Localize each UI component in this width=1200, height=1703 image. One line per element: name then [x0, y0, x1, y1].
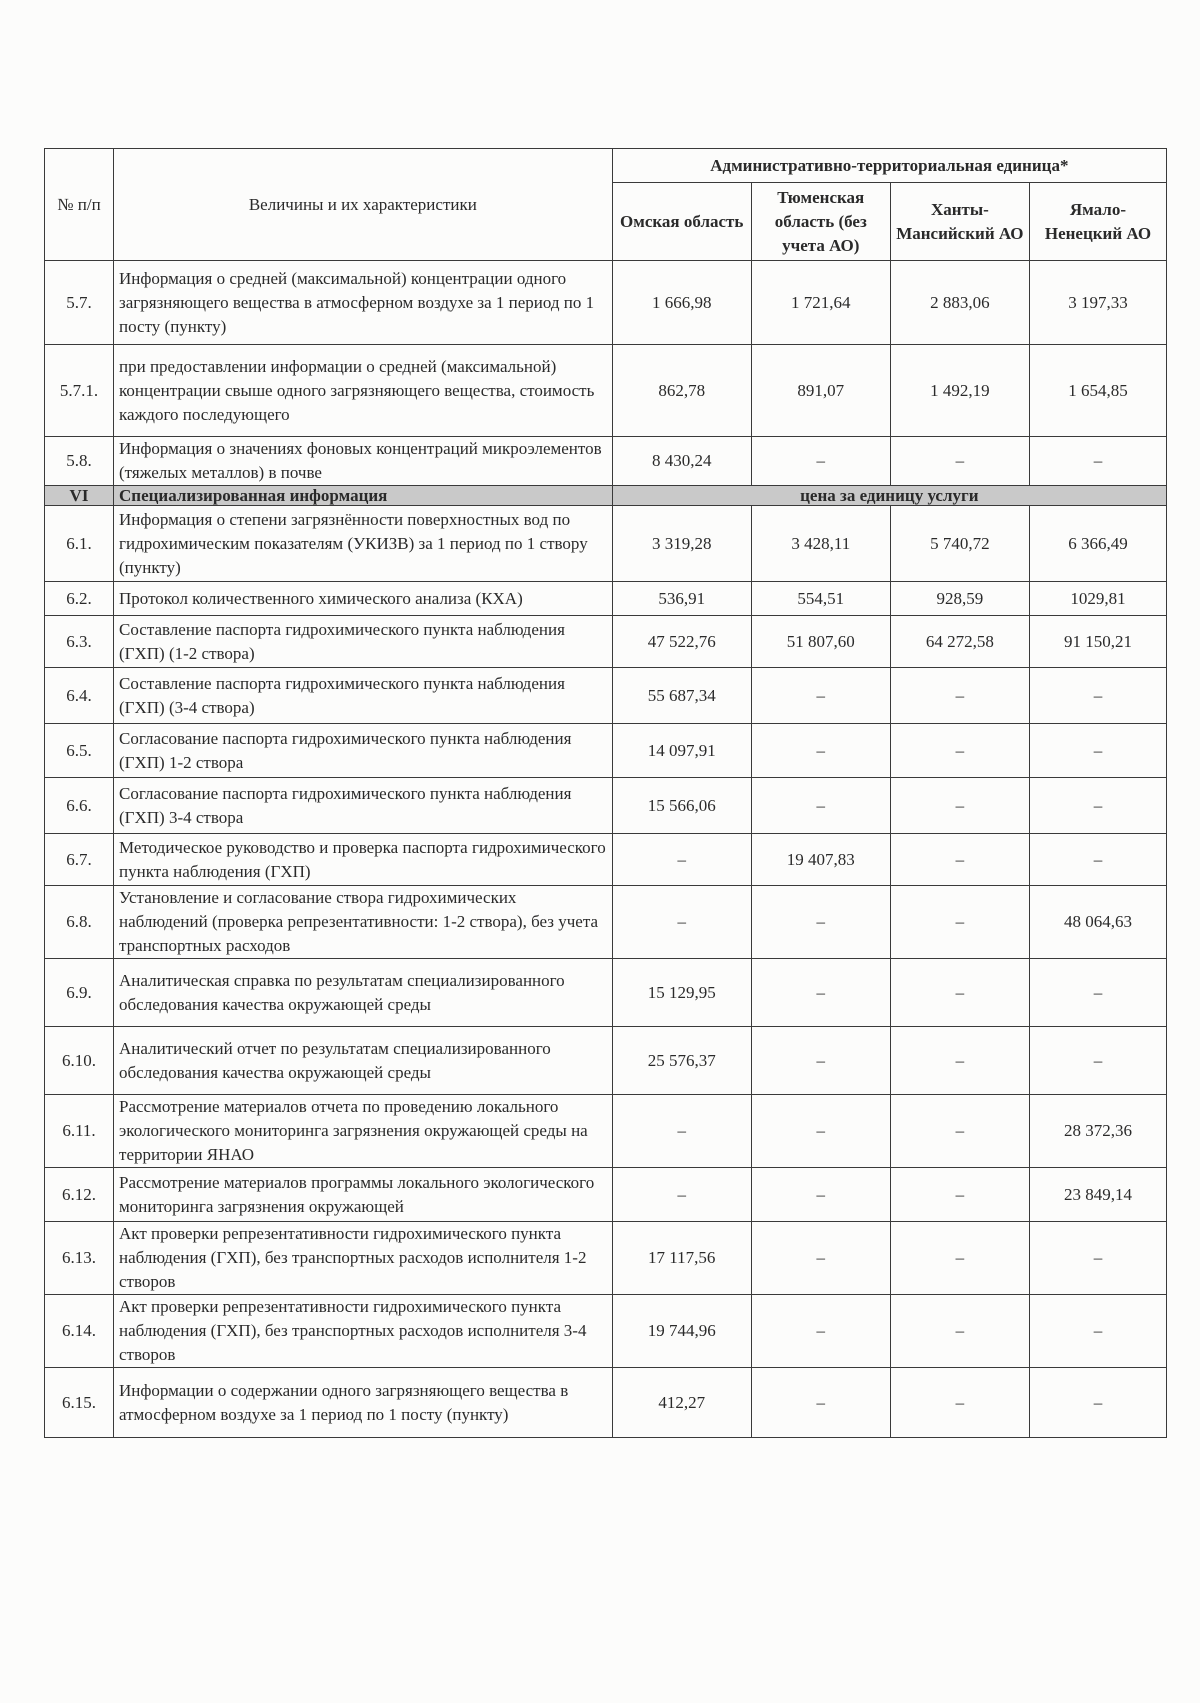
price-cell: 55 687,34 [612, 668, 751, 724]
header-desc: Величины и их характеристики [114, 149, 613, 261]
section-row [45, 486, 1167, 506]
row-description: Информация о средней (максимальной) концентрации одного загрязняющего вещества в атмосферном воздухе за 1 период по 1 посту (пункту) [114, 261, 613, 345]
header-region: Ямало-Ненецкий АО [1029, 183, 1166, 261]
price-cell: 15 566,06 [612, 778, 751, 834]
row-description: Составление паспорта гидрохимического пункта наблюдения (ГХП) (3-4 створа) [114, 668, 613, 724]
row-description: Протокол количественного химического анализа (КХА) [114, 582, 613, 616]
price-cell: 15 129,95 [612, 959, 751, 1027]
header-num: № п/п [45, 149, 114, 261]
price-cell: 25 576,37 [612, 1027, 751, 1095]
price-cell: – [751, 1027, 890, 1095]
row-number: 5.7.1. [45, 345, 114, 437]
price-cell: – [1029, 1222, 1166, 1295]
header-row-top [45, 149, 1167, 183]
price-cell: – [890, 886, 1029, 959]
row-description: Составление паспорта гидрохимического пункта наблюдения (ГХП) (1-2 створа) [114, 616, 613, 668]
table-row [45, 1295, 1167, 1368]
price-cell: – [890, 1222, 1029, 1295]
price-cell: – [890, 1095, 1029, 1168]
price-cell: – [751, 1368, 890, 1438]
price-cell: – [751, 1222, 890, 1295]
price-cell: 412,27 [612, 1368, 751, 1438]
price-cell: – [890, 959, 1029, 1027]
table-row [45, 959, 1167, 1027]
price-cell: – [612, 1095, 751, 1168]
price-cell: 19 744,96 [612, 1295, 751, 1368]
header-group: Административно-территориальная единица* [612, 149, 1166, 183]
price-cell: – [890, 1168, 1029, 1222]
section-num: VI [45, 486, 114, 506]
row-description: Согласование паспорта гидрохимического пункта наблюдения (ГХП) 1-2 створа [114, 724, 613, 778]
price-cell: – [890, 834, 1029, 886]
row-number: 6.5. [45, 724, 114, 778]
price-cell: – [1029, 959, 1166, 1027]
price-cell: – [890, 1027, 1029, 1095]
row-number: 6.2. [45, 582, 114, 616]
row-number: 6.15. [45, 1368, 114, 1438]
price-cell: 928,59 [890, 582, 1029, 616]
price-cell: – [751, 724, 890, 778]
price-cell: – [751, 437, 890, 486]
price-cell: 1 666,98 [612, 261, 751, 345]
price-cell: 3 428,11 [751, 506, 890, 582]
price-cell: – [1029, 1368, 1166, 1438]
price-cell: 2 883,06 [890, 261, 1029, 345]
row-number: 6.11. [45, 1095, 114, 1168]
price-cell: – [890, 1295, 1029, 1368]
header-region: Омская область [612, 183, 751, 261]
price-cell: – [890, 724, 1029, 778]
row-description: Акт проверки репрезентативности гидрохимического пункта наблюдения (ГХП), без транспортных расходов исполнителя 3-4 створов [114, 1295, 613, 1368]
price-cell: – [612, 886, 751, 959]
table-row [45, 1168, 1167, 1222]
price-table [44, 148, 1167, 1438]
price-cell: 1 654,85 [1029, 345, 1166, 437]
price-cell: 19 407,83 [751, 834, 890, 886]
row-description: Информация о степени загрязнённости поверхностных вод по гидрохимическим показателям (УКИЗВ) за 1 период по 1 створу (пункту) [114, 506, 613, 582]
row-description: Информации о содержании одного загрязняющего вещества в атмосферном воздухе за 1 период по 1 посту (пункту) [114, 1368, 613, 1438]
table-row [45, 582, 1167, 616]
table-row [45, 668, 1167, 724]
price-cell: 3 319,28 [612, 506, 751, 582]
row-description: при предоставлении информации о средней (максимальной) концентрации свыше одного загрязняющего вещества, стоимость каждого последующего [114, 345, 613, 437]
price-cell: – [751, 668, 890, 724]
price-cell: 8 430,24 [612, 437, 751, 486]
price-cell: – [890, 437, 1029, 486]
row-description: Рассмотрение материалов программы локального экологического мониторинга загрязнения окружающей [114, 1168, 613, 1222]
table-row [45, 261, 1167, 345]
price-cell: – [1029, 668, 1166, 724]
section-price-label: цена за единицу услуги [612, 486, 1166, 506]
row-description: Аналитическая справка по результатам специализированного обследования качества окружающей среды [114, 959, 613, 1027]
price-cell: 1029,81 [1029, 582, 1166, 616]
table-row [45, 724, 1167, 778]
row-number: 5.7. [45, 261, 114, 345]
table-row [45, 834, 1167, 886]
table-row [45, 345, 1167, 437]
row-number: 6.7. [45, 834, 114, 886]
price-cell: – [751, 1295, 890, 1368]
row-number: 5.8. [45, 437, 114, 486]
rows-after [45, 506, 1167, 1438]
price-cell: 6 366,49 [1029, 506, 1166, 582]
table-row [45, 437, 1167, 486]
row-number: 6.10. [45, 1027, 114, 1095]
row-description: Информация о значениях фоновых концентраций микроэлементов (тяжелых металлов) в почве [114, 437, 613, 486]
price-cell: – [612, 1168, 751, 1222]
table-row [45, 1222, 1167, 1295]
row-number: 6.1. [45, 506, 114, 582]
price-cell: 51 807,60 [751, 616, 890, 668]
price-cell: 48 064,63 [1029, 886, 1166, 959]
row-number: 6.6. [45, 778, 114, 834]
table-row [45, 778, 1167, 834]
price-cell: 1 492,19 [890, 345, 1029, 437]
price-cell: – [1029, 724, 1166, 778]
price-cell: 14 097,91 [612, 724, 751, 778]
price-cell: – [890, 668, 1029, 724]
row-description: Рассмотрение материалов отчета по проведению локального экологического мониторинга загрязнения окружающей среды на территории ЯНАО [114, 1095, 613, 1168]
row-number: 6.14. [45, 1295, 114, 1368]
price-cell: – [751, 886, 890, 959]
header-region: Тюменская область (без учета АО) [751, 183, 890, 261]
price-cell: – [751, 959, 890, 1027]
price-cell: – [1029, 778, 1166, 834]
table-row [45, 506, 1167, 582]
price-cell: 28 372,36 [1029, 1095, 1166, 1168]
price-cell: – [751, 1168, 890, 1222]
section-body [45, 486, 1167, 506]
header-region: Ханты-Мансийский АО [890, 183, 1029, 261]
row-number: 6.8. [45, 886, 114, 959]
row-number: 6.13. [45, 1222, 114, 1295]
price-cell: 5 740,72 [890, 506, 1029, 582]
price-cell: – [1029, 834, 1166, 886]
price-cell: – [751, 778, 890, 834]
price-cell: 17 117,56 [612, 1222, 751, 1295]
row-number: 6.3. [45, 616, 114, 668]
price-cell: – [751, 1095, 890, 1168]
row-description: Акт проверки репрезентативности гидрохимического пункта наблюдения (ГХП), без транспортных расходов исполнителя 1-2 створов [114, 1222, 613, 1295]
price-cell: – [1029, 437, 1166, 486]
section-title: Специализированная информация [114, 486, 613, 506]
table-row [45, 1027, 1167, 1095]
price-cell: – [890, 778, 1029, 834]
price-cell: 862,78 [612, 345, 751, 437]
price-cell: 91 150,21 [1029, 616, 1166, 668]
row-number: 6.4. [45, 668, 114, 724]
price-cell: – [1029, 1027, 1166, 1095]
price-cell: – [1029, 1295, 1166, 1368]
row-description: Установление и согласование створа гидрохимических наблюдений (проверка репрезентативности: 1-2 створа), без учета транспортных расходов [114, 886, 613, 959]
rows-before [45, 261, 1167, 486]
price-cell: 64 272,58 [890, 616, 1029, 668]
price-cell: 23 849,14 [1029, 1168, 1166, 1222]
row-number: 6.12. [45, 1168, 114, 1222]
price-cell: 891,07 [751, 345, 890, 437]
row-description: Аналитический отчет по результатам специализированного обследования качества окружающей среды [114, 1027, 613, 1095]
table-row [45, 616, 1167, 668]
table-row [45, 1095, 1167, 1168]
price-cell: 1 721,64 [751, 261, 890, 345]
price-cell: 47 522,76 [612, 616, 751, 668]
price-cell: – [612, 834, 751, 886]
table-row [45, 1368, 1167, 1438]
row-description: Согласование паспорта гидрохимического пункта наблюдения (ГХП) 3-4 створа [114, 778, 613, 834]
price-cell: 554,51 [751, 582, 890, 616]
table-row [45, 886, 1167, 959]
price-cell: – [890, 1368, 1029, 1438]
price-cell: 3 197,33 [1029, 261, 1166, 345]
row-description: Методическое руководство и проверка паспорта гидрохимического пункта наблюдения (ГХП) [114, 834, 613, 886]
row-number: 6.9. [45, 959, 114, 1027]
price-cell: 536,91 [612, 582, 751, 616]
